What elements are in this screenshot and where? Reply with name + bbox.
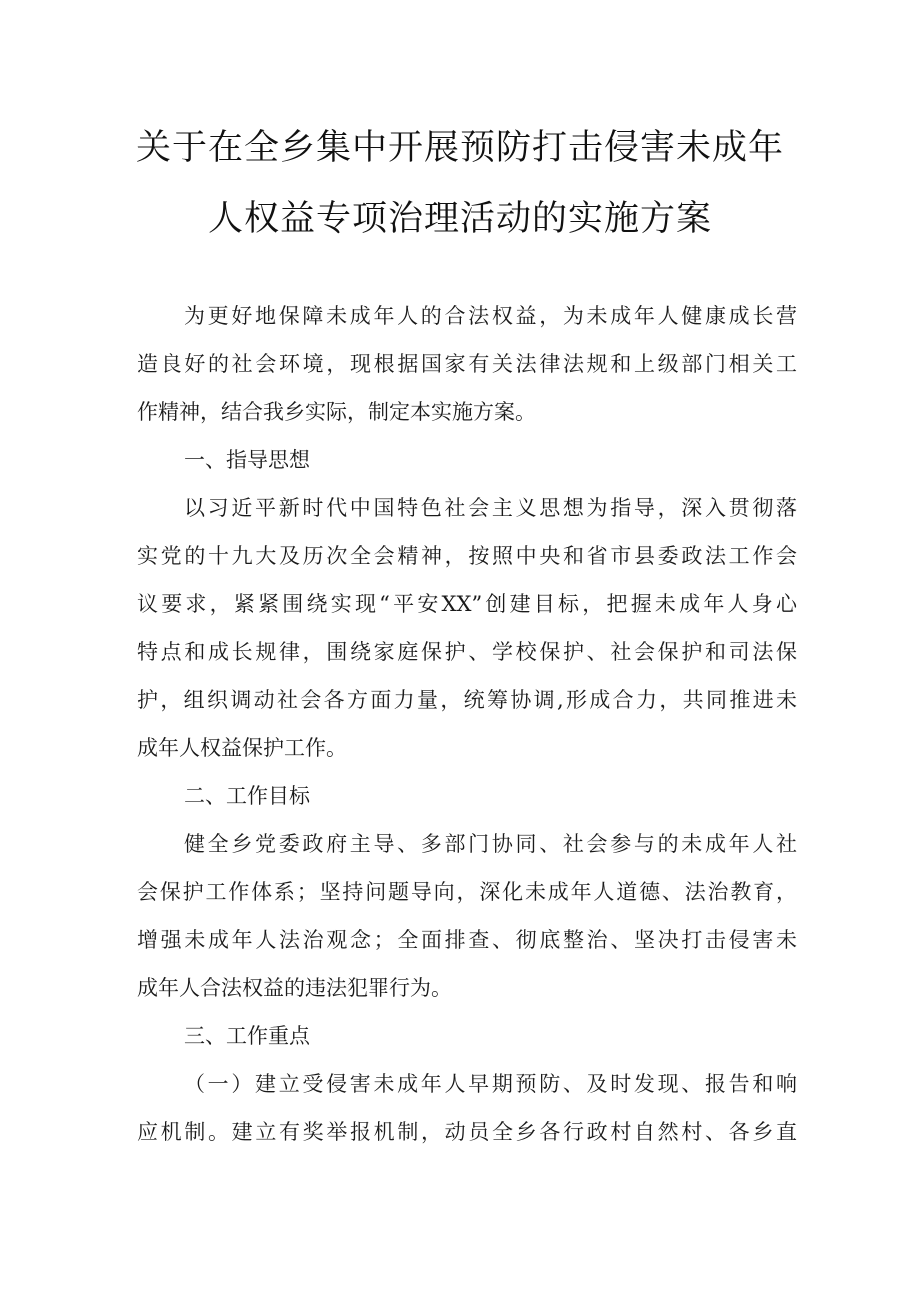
paragraph-line: 议要求，紧紧围绕实现“平安XX”创建目标，把握未成年人身心 bbox=[137, 592, 797, 616]
paragraph-line: 作精神，结合我乡实际，制定本实施方案。 bbox=[137, 400, 536, 424]
paragraph-line: 增强未成年人法治观念；全面排查、彻底整治、坚决打击侵害未 bbox=[137, 928, 797, 952]
paragraph-line: 护，组织调动社会各方面力量，统筹协调,形成合力，共同推进未 bbox=[137, 688, 797, 712]
paragraph-line: 特点和成长规律，围绕家庭保护、学校保护、社会保护和司法保 bbox=[137, 640, 797, 664]
paragraph-line: 成年人合法权益的违法犯罪行为。 bbox=[137, 976, 452, 1000]
paragraph-line: 成年人权益保护工作。 bbox=[137, 736, 347, 760]
paragraph-line: 健全乡党委政府主导、多部门协同、社会参与的未成年人社 bbox=[184, 832, 797, 856]
section-heading: 三、工作重点 bbox=[184, 1024, 310, 1048]
paragraph-line: 应机制。建立有奖举报机制，动员全乡各行政村自然村、各乡直 bbox=[137, 1120, 797, 1144]
paragraph-line: （一）建立受侵害未成年人早期预防、及时发现、报告和响 bbox=[184, 1072, 797, 1096]
paragraph-line: 会保护工作体系；坚持问题导向，深化未成年人道德、法治教育， bbox=[137, 880, 797, 904]
paragraph-line: 为更好地保障未成年人的合法权益，为未成年人健康成长营 bbox=[184, 304, 797, 328]
paragraph-line: 以习近平新时代中国特色社会主义思想为指导，深入贯彻落 bbox=[184, 496, 797, 520]
document-title-line-2: 人权益专项治理活动的实施方案 bbox=[207, 199, 712, 239]
section-heading: 二、工作目标 bbox=[184, 784, 310, 808]
section-heading: 一、指导思想 bbox=[184, 448, 310, 472]
paragraph-line: 实党的十九大及历次全会精神，按照中央和省市县委政法工作会 bbox=[137, 544, 797, 568]
paragraph-line: 造良好的社会环境，现根据国家有关法律法规和上级部门相关工 bbox=[137, 352, 797, 376]
document-body bbox=[137, 292, 797, 1156]
document-title-line-1: 关于在全乡集中开展预防打击侵害未成年 bbox=[135, 128, 784, 168]
